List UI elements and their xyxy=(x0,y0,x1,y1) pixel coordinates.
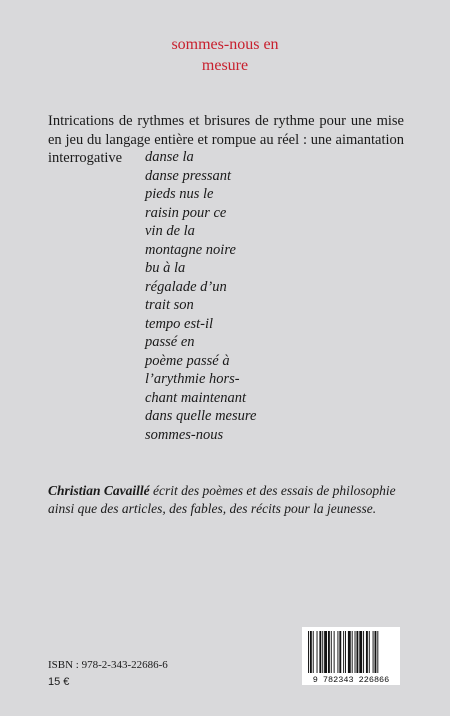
barcode-digits: 9 782343 226866 xyxy=(312,675,390,685)
barcode-bar xyxy=(339,631,341,673)
poem-line: bu à la xyxy=(145,260,186,276)
barcode-bar xyxy=(375,631,377,673)
barcode-bar xyxy=(334,631,335,673)
barcode-bar xyxy=(355,631,356,673)
barcode-bar xyxy=(317,631,318,673)
poem-line: passé en xyxy=(145,334,195,350)
poem-line: sommes-nous xyxy=(145,426,224,443)
barcode-bar xyxy=(348,631,351,673)
title-line-2: mesure xyxy=(201,57,249,74)
author-name: Christian Cavaillé xyxy=(48,483,150,498)
barcode-bar xyxy=(308,631,309,673)
book-title xyxy=(0,34,450,76)
poem-line: tempo est-il xyxy=(145,315,214,332)
intro-paragraph: Intrications de rythmes et brisures de rythme pour une mise en jeu du langage entière et rompue au réel : une aimantation interrogative xyxy=(48,113,404,166)
barcode-bar xyxy=(363,631,364,673)
barcode-bar xyxy=(345,631,346,673)
barcode-bar xyxy=(324,631,327,673)
poem-line: raisin pour ce xyxy=(145,204,227,221)
barcode-bar xyxy=(328,631,330,673)
barcode-bar xyxy=(352,631,353,673)
poem-line: trait son xyxy=(145,297,194,313)
poem-line: danse pressant xyxy=(145,167,232,184)
poem-line: poème passé à xyxy=(145,352,230,369)
barcode-graphic xyxy=(302,627,400,685)
barcode-bar xyxy=(373,631,374,673)
title-line-1: sommes-nous en xyxy=(171,36,279,53)
poem-line: pieds nus le xyxy=(145,186,214,202)
price: 15 € xyxy=(48,676,70,688)
isbn: ISBN : 978-2-343-22686-6 xyxy=(48,659,168,671)
barcode-bar xyxy=(359,631,362,673)
poem-line: montagne noire xyxy=(145,241,236,258)
poem-line: l’arythmie hors- xyxy=(145,371,240,387)
poem-line: vin de la xyxy=(145,223,195,239)
barcode-bar xyxy=(310,631,312,673)
barcode-bar xyxy=(369,631,370,673)
barcode-bar xyxy=(366,631,368,673)
barcode-bar xyxy=(337,631,338,673)
author-bio xyxy=(48,482,408,518)
barcode-bar xyxy=(313,631,314,673)
barcode-bar xyxy=(319,631,321,673)
poem-line: danse la xyxy=(145,149,194,165)
barcode-bar xyxy=(322,631,323,673)
barcode xyxy=(302,627,400,685)
poem-line: dans quelle mesure xyxy=(145,408,257,424)
barcode-bar xyxy=(356,631,358,673)
barcode-bar xyxy=(343,631,344,673)
poem xyxy=(145,148,256,444)
author-bio-text: écrit des poèmes et des essais de philosophie ainsi que des articles, des fables, des récits pour la jeunesse. xyxy=(48,483,396,516)
poem-line: régalade d’un xyxy=(145,278,227,295)
barcode-bar xyxy=(377,631,378,673)
barcode-bar xyxy=(331,631,332,673)
poem-line: chant maintenant xyxy=(145,389,247,406)
